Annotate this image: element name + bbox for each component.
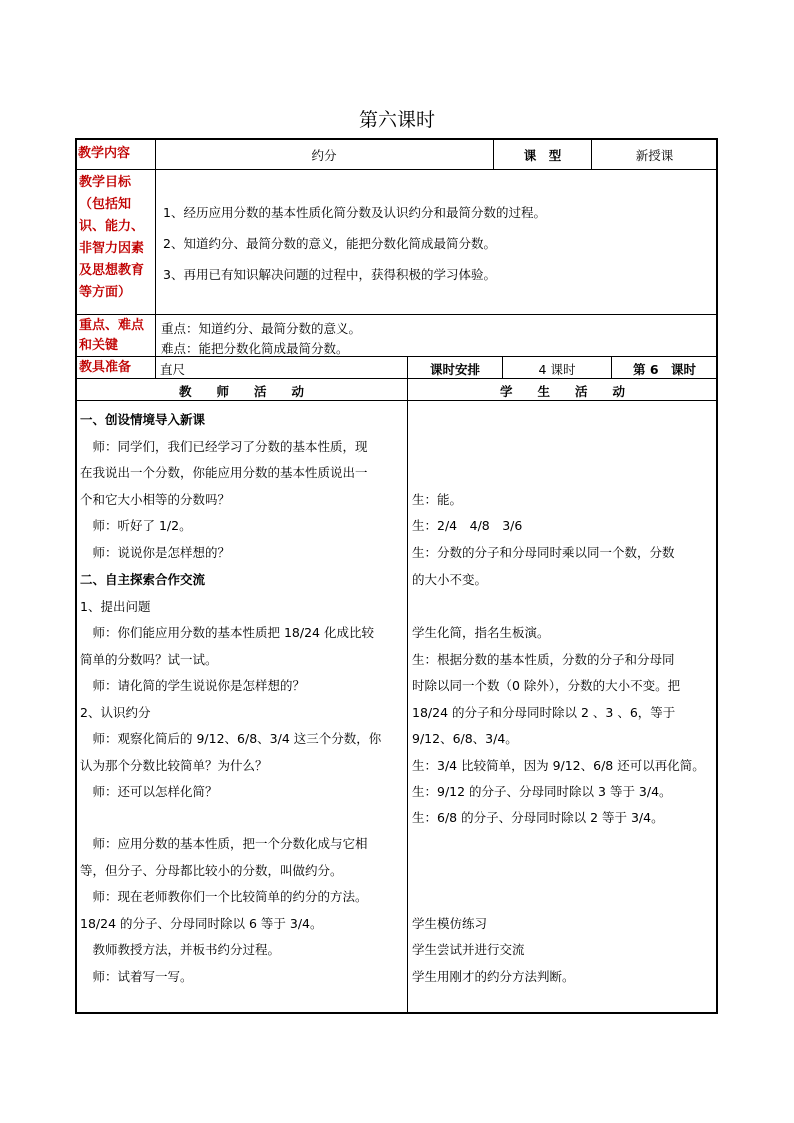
section-heading: 一、创设情境导入新课	[80, 412, 206, 427]
student-line: 学生用刚才的约分方法判断。	[412, 969, 575, 984]
teacher-line: 师：现在老师教你们一个比较简单的约分的方法。	[80, 889, 368, 904]
teacher-line: 师：同学们，我们已经学习了分数的基本性质，现	[80, 439, 368, 454]
student-line: 18/24 的分子和分母同时除以 2 、3 、6，等于	[412, 705, 676, 720]
teacher-line: 简单的分数吗？试一试。	[80, 652, 218, 667]
student-line: 时除以同一个数（0 除外），分数的大小不变。把	[412, 678, 681, 693]
activity-column-divider	[407, 356, 408, 1013]
student-line: 生：分数的分子和分母同时乘以同一个数，分数	[412, 545, 675, 560]
goal-item: 2、知道约分、最简分数的意义，能把分数化简成最简分数。	[163, 236, 496, 251]
goals-label: 教学目标（包括知识、能力、非智力因素及思想教育等方面）	[79, 175, 145, 300]
row-divider	[76, 169, 717, 170]
content-value: 约分	[311, 148, 337, 163]
goal-item: 1、经历应用分数的基本性质化简分数及认识约分和最简分数的过程。	[163, 205, 546, 220]
tools-value: 直尺	[160, 362, 186, 377]
student-line: 学生化简，指名生板演。	[412, 625, 550, 640]
difficult-point: 难点：能把分数化简成最简分数。	[161, 341, 349, 356]
teacher-line: 在我说出一个分数，你能应用分数的基本性质说出一	[80, 465, 368, 480]
teacher-line: 认为那个分数比较简单？为什么？	[80, 758, 268, 773]
teacher-line: 师：听好了 1/2。	[80, 518, 192, 533]
teacher-line: 教师教授方法，并板书约分过程。	[80, 942, 281, 957]
teacher-activity-header: 教 师 活 动	[178, 384, 304, 399]
key-label: 重点、难点和关键	[79, 318, 145, 353]
teacher-line: 师：请化简的学生说说你是怎样想的？	[80, 678, 306, 693]
type-label: 课 型	[523, 148, 562, 163]
student-line: 9/12、6/8、3/4。	[412, 731, 518, 746]
label-column-divider	[155, 139, 156, 378]
key-point: 重点：知道约分、最简分数的意义。	[161, 321, 362, 336]
schedule-label: 课时安排	[429, 362, 480, 377]
type-value: 新授课	[635, 148, 674, 163]
row-divider	[76, 378, 717, 379]
schedule-value: 4 课时	[538, 362, 576, 377]
teacher-line: 2、认识约分	[80, 705, 151, 720]
teacher-line: 等，但分子、分母都比较小的分数，叫做约分。	[80, 863, 343, 878]
teacher-line: 师：还可以怎样化简？	[80, 784, 218, 799]
row-divider	[76, 400, 717, 401]
lesson-number: 第 6 课时	[632, 362, 697, 377]
student-line: 学生尝试并进行交流	[412, 942, 525, 957]
student-line: 生：6/8 的分子、分母同时除以 2 等于 3/4。	[412, 810, 664, 825]
teacher-line: 1、提出问题	[80, 599, 151, 614]
teacher-line: 师：说说你是怎样想的？	[80, 545, 231, 560]
teacher-line: 师：你们能应用分数的基本性质把 18/24 化成比较	[80, 625, 374, 640]
student-line: 生：9/12 的分子、分母同时除以 3 等于 3/4。	[412, 784, 672, 799]
goal-item: 3、再用已有知识解决问题的过程中，获得积极的学习体验。	[163, 267, 496, 282]
content-label: 教学内容	[78, 146, 131, 161]
teacher-line: 师：应用分数的基本性质，把一个分数化成与它相	[80, 836, 368, 851]
student-line: 学生模仿练习	[412, 916, 488, 931]
student-line: 生：根据分数的基本性质，分数的分子和分母同	[412, 652, 675, 667]
row-divider	[76, 314, 717, 315]
section-heading: 二、自主探索合作交流	[80, 572, 206, 587]
student-line: 的大小不变。	[412, 572, 488, 587]
teacher-line: 18/24 的分子、分母同时除以 6 等于 3/4。	[80, 916, 323, 931]
teacher-line: 师：试着写一写。	[80, 969, 193, 984]
student-line: 生：3/4 比较简单，因为 9/12、6/8 还可以再化简。	[412, 758, 705, 773]
teacher-line: 师：观察化简后的 9/12、6/8、3/4 这三个分数，你	[80, 731, 382, 746]
student-line: 生：2/4 4/8 3/6	[412, 518, 523, 533]
teacher-line: 个和它大小相等的分数吗？	[80, 492, 231, 507]
student-activity-header: 学 生 活 动	[499, 384, 625, 399]
student-line: 生：能。	[412, 492, 463, 507]
tools-label: 教具准备	[79, 360, 132, 375]
page-title: 第六课时	[358, 109, 435, 131]
